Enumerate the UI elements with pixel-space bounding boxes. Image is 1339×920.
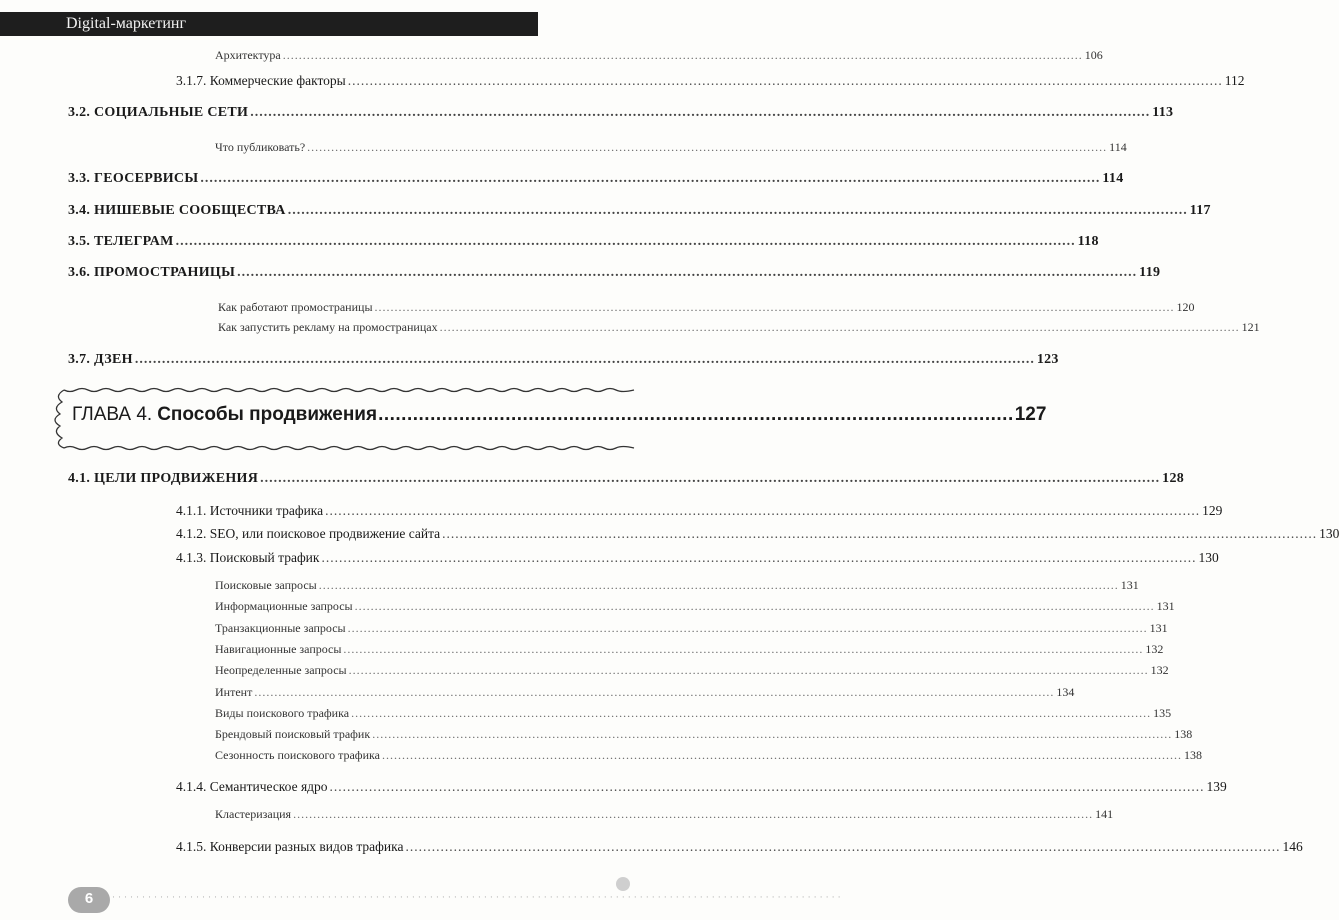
toc-entry-title: 3.6. ПРОМОСТРАНИЦЫ: [68, 265, 236, 280]
footer-divider: ··························································································································: [112, 892, 844, 902]
toc-entry-page: 131: [1120, 578, 1139, 592]
toc-entry-title: Навигационные запросы: [215, 642, 342, 656]
toc-section: 3.7. ДЗЕН ........................................................................................................................................................................................................ 123: [68, 352, 1059, 367]
toc-entry-title: Интент: [215, 685, 253, 699]
toc-entry: Как запустить рекламу на промостраницах ........................................................................................................................................................................................................ 121: [218, 320, 1260, 334]
toc-entry-title: Виды поискового трафика: [215, 706, 350, 720]
toc-entry-title: 4.1.1. Источники трафика: [176, 503, 324, 518]
chapter-name: Способы продвижения: [157, 404, 378, 425]
toc-section: 4.1. ЦЕЛИ ПРОДВИЖЕНИЯ ........................................................................................................................................................................................................ 128: [68, 471, 1185, 486]
toc-entry-title: 3.4. НИШЕВЫЕ СООБЩЕСТВА: [68, 203, 286, 218]
toc-entry-title: 4.1.5. Конверсии разных видов трафика: [176, 839, 404, 854]
toc-section: 3.6. ПРОМОСТРАНИЦЫ ........................................................................................................................................................................................................ 119: [68, 265, 1161, 280]
toc-section: 3.4. НИШЕВЫЕ СООБЩЕСТВА ........................................................................................................................................................................................................ 117: [68, 203, 1211, 218]
toc-entry-title: 3.5. ТЕЛЕГРАМ: [68, 234, 174, 249]
toc-entry-page: 134: [1056, 685, 1075, 699]
toc-entry-page: 121: [1241, 320, 1260, 334]
toc-entry-title: Архитектура: [215, 48, 281, 62]
toc-entry: Брендовый поисковый трафик ........................................................................................................................................................................................................ 138: [215, 727, 1193, 741]
toc-entry-page: 138: [1174, 727, 1193, 741]
toc-entry-page: 141: [1095, 807, 1114, 821]
toc-entry: 4.1.3. Поисковый трафик ........................................................................................................................................................................................................ 130: [176, 550, 1219, 565]
chapter-heading: ГЛАВА 4. Способы продвижения .............................................................................................................. 127: [72, 404, 1047, 425]
toc-entry-title: 3.3. ГЕОСЕРВИСЫ: [68, 171, 199, 186]
toc-section: 3.5. ТЕЛЕГРАМ ........................................................................................................................................................................................................ 118: [68, 234, 1099, 249]
running-header: [0, 12, 538, 36]
toc-entry: 3.1.7. Коммерческие факторы ........................................................................................................................................................................................................ 112: [176, 73, 1245, 88]
toc-entry: Кластеризация ........................................................................................................................................................................................................ 141: [215, 807, 1114, 821]
toc-entry-page: 113: [1152, 105, 1174, 120]
toc-entry: Интент ........................................................................................................................................................................................................ 134: [215, 685, 1075, 699]
toc-entry-page: 138: [1183, 748, 1202, 762]
toc-entry-title: Что публиковать?: [215, 140, 306, 154]
toc-entry-page: 118: [1077, 234, 1099, 249]
toc-entry-title: Как запустить рекламу на промостраницах: [218, 320, 438, 334]
toc-entry-page: 135: [1153, 706, 1172, 720]
toc-entry-page: 130: [1319, 526, 1339, 541]
toc-entry-page: 114: [1102, 171, 1124, 186]
toc-entry-page: 132: [1150, 663, 1169, 677]
toc-entry-page: 120: [1176, 300, 1195, 314]
toc-entry: Информационные запросы ........................................................................................................................................................................................................ 131: [215, 599, 1175, 613]
toc-entry-page: 139: [1206, 779, 1227, 794]
toc-entry-page: 129: [1202, 503, 1223, 518]
toc-entry-title: Как работают промостраницы: [218, 300, 373, 314]
toc-entry-page: 131: [1156, 599, 1175, 613]
chapter-page: 127: [1014, 404, 1047, 425]
toc-section: 3.3. ГЕОСЕРВИСЫ ........................................................................................................................................................................................................ 114: [68, 171, 1124, 186]
toc-entry: 4.1.5. Конверсии разных видов трафика ........................................................................................................................................................................................................ 146: [176, 839, 1303, 854]
toc-entry-page: 119: [1139, 265, 1161, 280]
toc-entry-title: 4.1.4. Семантическое ядро: [176, 779, 328, 794]
toc-section: 3.2. СОЦИАЛЬНЫЕ СЕТИ ........................................................................................................................................................................................................ 113: [68, 105, 1174, 120]
toc-entry-page: 117: [1189, 203, 1211, 218]
toc-entry-page: 114: [1109, 140, 1127, 154]
toc-entry-title: Брендовый поисковый трафик: [215, 727, 371, 741]
toc-entry-title: Неопределенные запросы: [215, 663, 347, 677]
toc-entry: 4.1.1. Источники трафика ........................................................................................................................................................................................................ 129: [176, 503, 1223, 518]
toc-entry-title: Кластеризация: [215, 807, 292, 821]
page-corner-mark: [616, 877, 630, 891]
toc-entry-title: 4.1.3. Поисковый трафик: [176, 550, 320, 565]
toc-entry: Сезонность поискового трафика ........................................................................................................................................................................................................ 138: [215, 748, 1202, 762]
toc-entry: Как работают промостраницы ........................................................................................................................................................................................................ 120: [218, 300, 1195, 314]
toc-entry: 4.1.4. Семантическое ядро ........................................................................................................................................................................................................ 139: [176, 779, 1227, 794]
toc-entry-title: Поисковые запросы: [215, 578, 317, 592]
page-number-badge: [68, 887, 110, 913]
toc-entry: Архитектура ........................................................................................................................................................................................................ 106: [215, 48, 1103, 62]
toc-entry-page: 112: [1224, 73, 1245, 88]
toc-entry: Неопределенные запросы ........................................................................................................................................................................................................ 132: [215, 663, 1169, 677]
toc-entry-title: 3.2. СОЦИАЛЬНЫЕ СЕТИ: [68, 105, 249, 120]
book-title: Digital-маркетинг: [66, 15, 187, 32]
toc-entry-page: 106: [1084, 48, 1103, 62]
toc-entry-page: 132: [1145, 642, 1164, 656]
toc-entry: Что публиковать? ........................................................................................................................................................................................................ 114: [215, 140, 1127, 154]
toc-entry-title: Информационные запросы: [215, 599, 353, 613]
toc-entry: Виды поискового трафика ........................................................................................................................................................................................................ 135: [215, 706, 1172, 720]
toc-entry: Транзакционные запросы ........................................................................................................................................................................................................ 131: [215, 621, 1168, 635]
toc-entry-title: 4.1. ЦЕЛИ ПРОДВИЖЕНИЯ: [68, 471, 259, 486]
toc-entry-title: 3.1.7. Коммерческие факторы: [176, 73, 346, 88]
page-number: 6: [84, 890, 94, 907]
toc-entry-title: 4.1.2. SEO, или поисковое продвижение сайта: [176, 526, 441, 541]
toc-entry-title: Транзакционные запросы: [215, 621, 346, 635]
toc-entry-page: 128: [1162, 471, 1185, 486]
toc-entry-page: 123: [1036, 352, 1059, 367]
toc-entry-title: Сезонность поискового трафика: [215, 748, 380, 762]
toc-entry-title: 3.7. ДЗЕН: [68, 352, 133, 367]
toc-entry: Поисковые запросы ........................................................................................................................................................................................................ 131: [215, 578, 1139, 592]
toc-entry: 4.1.2. SEO, или поисковое продвижение сайта ........................................................................................................................................................................................................ 130: [176, 526, 1339, 541]
toc-entry-page: 146: [1282, 839, 1303, 854]
toc-entry-page: 131: [1149, 621, 1168, 635]
toc-entry: Навигационные запросы ........................................................................................................................................................................................................ 132: [215, 642, 1164, 656]
chapter-label: ГЛАВА 4.: [72, 404, 153, 425]
toc-entry-page: 130: [1198, 550, 1219, 565]
